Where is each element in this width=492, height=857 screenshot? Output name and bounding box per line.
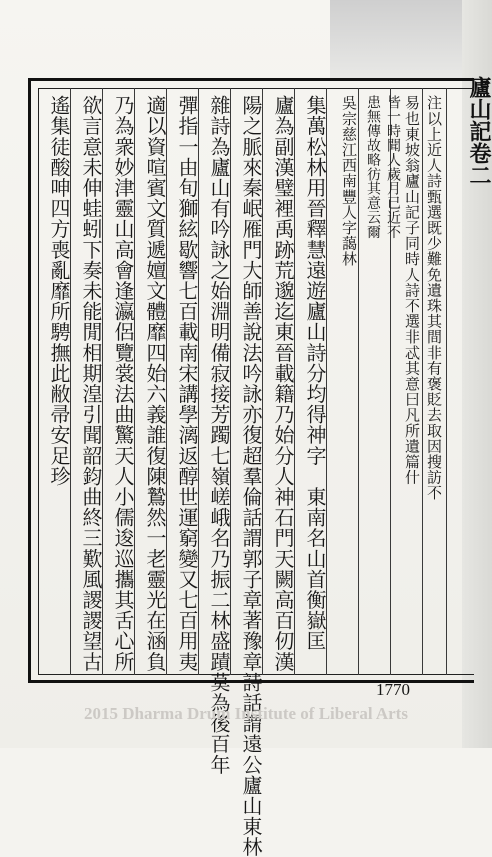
text-column: 皆一時聞人歲月已近不 xyxy=(385,95,401,239)
text-column: 廬為副漢璧裡禹跡荒邈迄東晉載籍乃始分人神石門天闕高百仞漢 xyxy=(271,95,295,672)
text-column: 遙集徒酸呻四方喪亂靡所騁撫此敝帚安足珍 xyxy=(47,95,71,487)
side-title: 廬山記卷二 xyxy=(466,76,492,186)
text-column: 易也東坡翁廬山記子同時人詩不選非忒其意曰凡所遺篇什 xyxy=(403,95,421,485)
text-column: 彈指一由旬獅絃歇響七百載南宋講學漓返醇世運窮變又七百用夷 xyxy=(175,95,199,672)
text-column: 乃為衆妙津靈山高會逢瀛侶覽裳法曲驚天人小儒逡巡攜其舌心所 xyxy=(111,95,135,672)
watermark: 2015 Dharma Drum Institute of Liberal Arts xyxy=(84,704,408,723)
text-column: 欲言意未伸蛙蚓下奏未能閒相期湟引聞韶鈞曲終三歎風謖謖望古 xyxy=(79,95,103,672)
page-number: 1770 xyxy=(376,680,410,699)
text-column: 雜詩為廬山有吟詠之始淵明備寂接芳躅七嶺嵯峨名乃振二林盛蹟莫為後百年 xyxy=(207,95,231,775)
column-rule xyxy=(446,88,447,675)
text-column: 注以上近人詩甄選既少難免遺珠其間非有褒貶去取因搜訪不 xyxy=(425,95,443,501)
text-column: 適以資喧賓文質遞嬗文體靡四始六義誰復陳鷙然一老靈光在涵負 xyxy=(143,95,167,672)
column-rule xyxy=(422,88,423,675)
text-column: 患無傳故略彷其意云爾 xyxy=(365,95,381,239)
text-column: 吳宗慈江西南豐人字藹林 xyxy=(340,95,358,267)
text-column: 集萬松林用晉釋慧遠遊廬山詩分均得神字 東南名山首衡嶽匡 xyxy=(303,95,327,652)
text-column: 陽之脈來秦岷雁門大師善說法吟詠亦復超羣倫話謂郭子章著豫章詩話謂遠公廬山東林 xyxy=(239,95,263,857)
column-rule xyxy=(358,88,359,675)
